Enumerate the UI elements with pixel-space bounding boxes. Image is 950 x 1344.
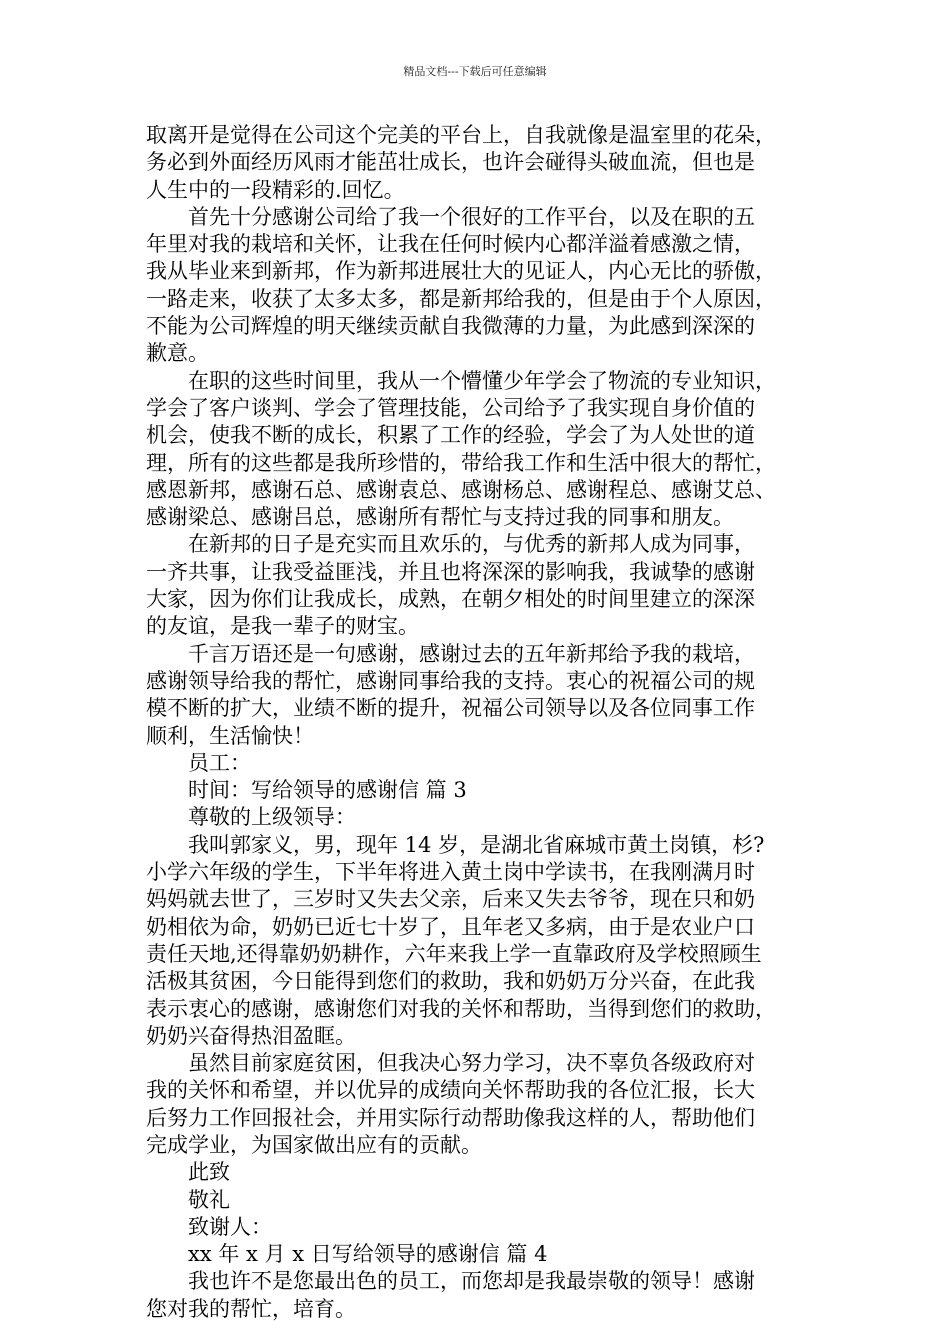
text-line: xx 年 x 月 x 日写给领导的感谢信 篇 4 bbox=[188, 1242, 548, 1267]
text-line: 理，所有的这些都是我所珍惜的，带给我工作和生活中很大的帮忙， bbox=[146, 450, 776, 475]
text-line: 一路走来，收获了太多太多，都是新邦给我的，但是由于个人原因， bbox=[146, 286, 776, 311]
text-line: 顺利，生活愉快！ bbox=[146, 723, 314, 748]
text-line: 奶相依为命，奶奶已近七十岁了，且年老又多病，由于是农业户口 bbox=[146, 914, 755, 939]
text-line: 我也许不是您最出色的员工，而您却是我最崇敬的领导！感谢 bbox=[188, 1269, 755, 1294]
text-line: 在职的这些时间里，我从一个懵懂少年学会了物流的专业知识， bbox=[188, 368, 776, 393]
text-line: 完成学业，为国家做出应有的贡献。 bbox=[146, 1132, 482, 1157]
text-line: 取离开是觉得在公司这个完美的平台上，自我就像是温室里的花朵， bbox=[146, 123, 776, 147]
text-line: 大家，因为你们让我成长，成熟，在朝夕相处的时间里建立的深深 bbox=[146, 587, 755, 612]
text-line: 学会了客户谈判、学会了管理技能，公司给予了我实现自身价值的 bbox=[146, 395, 755, 420]
text-line: 您对我的帮忙，培育。 bbox=[146, 1296, 356, 1321]
text-line: 我从毕业来到新邦，作为新邦进展壮大的见证人，内心无比的骄傲， bbox=[146, 259, 776, 284]
text-line: 我的关怀和希望，并以优异的成绩向关怀帮助我的各位汇报，长大 bbox=[146, 1078, 755, 1103]
text-line: 年里对我的栽培和关怀，让我在任何时候内心都洋溢着感激之情， bbox=[146, 232, 755, 257]
text-line: 千言万语还是一句感谢，感谢过去的五年新邦给予我的栽培， bbox=[188, 641, 755, 666]
text-line: 模不断的扩大，业绩不断的提升，祝福公司领导以及各位同事工作 bbox=[146, 696, 755, 721]
page-header: 精品文档---下载后可任意编辑 bbox=[403, 65, 547, 78]
text-line: 致谢人： bbox=[188, 1214, 272, 1239]
text-line: 感恩新邦，感谢石总、感谢袁总、感谢杨总、感谢程总、感谢艾总、 bbox=[146, 477, 776, 502]
text-line: 感谢梁总、感谢吕总，感谢所有帮忙与支持过我的同事和朋友。 bbox=[146, 505, 734, 530]
text-line: 不能为公司辉煌的明天继续贡献自我微薄的力量，为此感到深深的 bbox=[146, 314, 755, 339]
text-line: 人生中的一段精彩的.回忆。 bbox=[146, 177, 405, 202]
text-line: 时间：写给领导的感谢信 篇 3 bbox=[188, 778, 467, 803]
text-line: 首先十分感谢公司给了我一个很好的工作平台，以及在职的五 bbox=[188, 204, 755, 229]
text-line: 务必到外面经历风雨才能茁壮成长，也许会碰得头破血流，但也是 bbox=[146, 150, 755, 175]
text-line: 机会，使我不断的成长，积累了工作的经验，学会了为人处世的道 bbox=[146, 423, 755, 448]
text-line: 一齐共事，让我受益匪浅，并且也将深深的影响我，我诚挚的感谢 bbox=[146, 559, 755, 584]
text-line: 责任天地,还得靠奶奶耕作，六年来我上学一直靠政府及学校照顾生 bbox=[146, 941, 762, 966]
text-line: 表示衷心的感谢，感谢您们对我的关怀和帮助，当得到您们的救助， bbox=[146, 996, 776, 1021]
text-line: 我叫郭家义，男，现年 14 岁，是湖北省麻城市黄土岗镇，杉? bbox=[188, 832, 765, 857]
text-line: 的友谊，是我一辈子的财宝。 bbox=[146, 614, 419, 639]
text-line: 感谢领导给我的帮忙，感谢同事给我的支持。衷心的祝福公司的规 bbox=[146, 668, 755, 693]
text-line: 歉意。 bbox=[146, 341, 209, 366]
text-line: 小学六年级的学生，下半年将进入黄土岗中学读书，在我刚满月时 bbox=[146, 860, 755, 885]
text-line: 员工： bbox=[188, 750, 251, 775]
text-line: 此致 bbox=[188, 1160, 230, 1185]
text-line: 尊敬的上级领导： bbox=[188, 805, 356, 830]
text-line: 虽然目前家庭贫困，但我决心努力学习，决不辜负各级政府对 bbox=[188, 1051, 755, 1076]
text-line: 妈妈就去世了，三岁时又失去父亲，后来又失去爷爷，现在只和奶 bbox=[146, 887, 755, 912]
text-line: 活极其贫困，今日能得到您们的救助，我和奶奶万分兴奋，在此我 bbox=[146, 969, 755, 994]
text-line: 奶奶兴奋得热泪盈眶。 bbox=[146, 1023, 356, 1048]
text-line: 后努力工作回报社会，并用实际行动帮助像我这样的人，帮助他们 bbox=[146, 1105, 755, 1130]
text-line: 在新邦的日子是充实而且欢乐的，与优秀的新邦人成为同事， bbox=[188, 532, 755, 557]
text-line: 敬礼 bbox=[188, 1187, 230, 1212]
document-body bbox=[146, 122, 818, 1323]
